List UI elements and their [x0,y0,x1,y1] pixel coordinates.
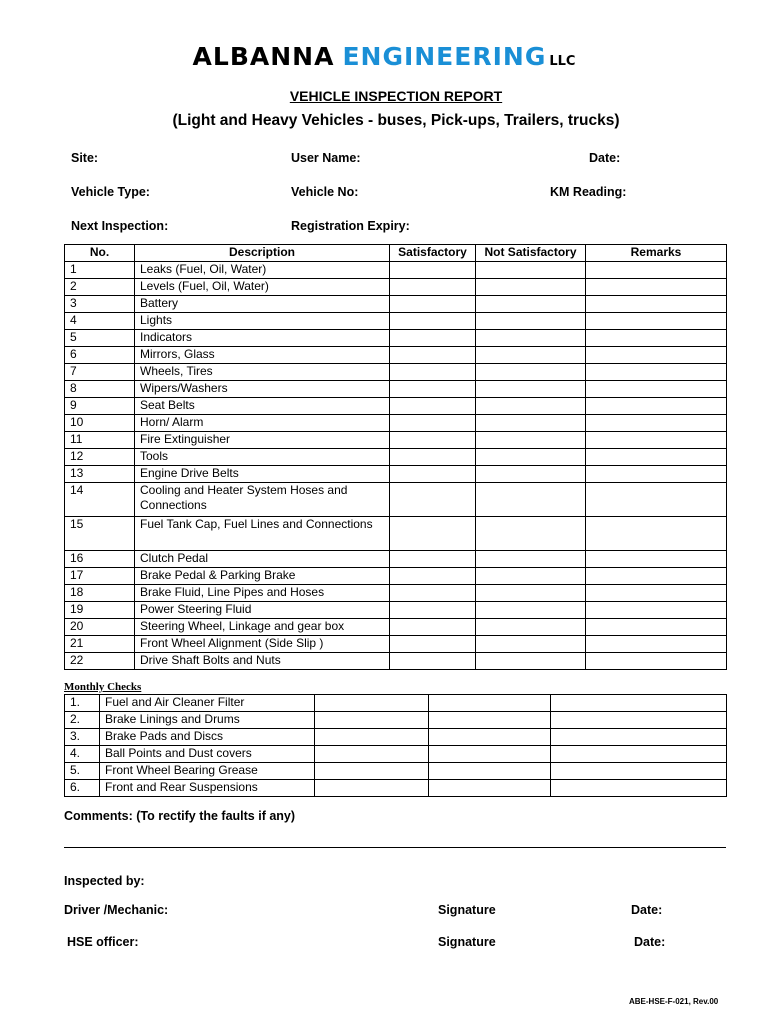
row-description: Fire Extinguisher [135,432,390,449]
satisfactory-cell[interactable] [390,619,476,636]
monthly-checks-table [64,694,727,797]
logo-suffix: LLC [549,54,576,69]
inspection-row [65,330,727,347]
not-satisfactory-cell[interactable] [476,313,586,330]
remarks-cell[interactable] [586,585,727,602]
header-no: No. [65,245,135,262]
row-description: Front and Rear Suspensions [100,780,315,797]
not-satisfactory-cell[interactable] [476,483,586,517]
row-number: 5. [65,763,100,780]
site-label: Site: [71,151,99,165]
not-satisfactory-cell[interactable] [476,330,586,347]
satisfactory-cell[interactable] [315,780,429,797]
monthly-check-row [65,729,727,746]
inspection-row [65,279,727,296]
remarks-cell[interactable] [586,619,727,636]
row-number: 6. [65,780,100,797]
monthly-check-row [65,746,727,763]
remarks-cell[interactable] [586,602,727,619]
satisfactory-cell[interactable] [390,585,476,602]
remarks-cell[interactable] [551,712,727,729]
inspection-row [65,313,727,330]
satisfactory-cell[interactable] [390,279,476,296]
remarks-cell[interactable] [551,729,727,746]
row-description: Brake Pedal & Parking Brake [135,568,390,585]
inspection-row [65,466,727,483]
monthly-check-row [65,780,727,797]
remarks-cell[interactable] [551,695,727,712]
remarks-cell[interactable] [586,466,727,483]
remarks-cell[interactable] [586,636,727,653]
not-satisfactory-cell[interactable] [476,415,586,432]
remarks-cell[interactable] [586,432,727,449]
row-number: 16 [65,551,135,568]
satisfactory-cell[interactable] [390,449,476,466]
remarks-cell[interactable] [586,262,727,279]
remarks-cell[interactable] [551,780,727,797]
inspection-header-row [65,245,727,262]
satisfactory-cell[interactable] [390,551,476,568]
registration-expiry-label: Registration Expiry: [291,219,410,233]
remarks-cell[interactable] [586,551,727,568]
not-satisfactory-cell[interactable] [476,432,586,449]
not-satisfactory-cell[interactable] [476,619,586,636]
not-satisfactory-cell[interactable] [476,296,586,313]
row-number: 21 [65,636,135,653]
inspection-row [65,619,727,636]
row-number: 3. [65,729,100,746]
remarks-cell[interactable] [586,398,727,415]
hse-officer-label: HSE officer: [67,935,139,949]
satisfactory-cell[interactable] [315,712,429,729]
satisfactory-cell[interactable] [390,602,476,619]
inspection-row [65,398,727,415]
inspection-row [65,551,727,568]
inspection-row [65,602,727,619]
remarks-cell[interactable] [586,296,727,313]
remarks-cell[interactable] [586,517,727,551]
satisfactory-cell[interactable] [390,653,476,670]
not-satisfactory-cell[interactable] [476,466,586,483]
row-description: Brake Fluid, Line Pipes and Hoses [135,585,390,602]
logo-word-albanna: ALBANNA [192,42,335,71]
company-logo [0,42,768,71]
satisfactory-cell[interactable] [390,262,476,279]
remarks-cell[interactable] [586,483,727,517]
remarks-cell[interactable] [586,313,727,330]
not-satisfactory-cell[interactable] [476,279,586,296]
not-satisfactory-cell[interactable] [476,517,586,551]
row-description: Lights [135,313,390,330]
monthly-check-row [65,712,727,729]
row-number: 4. [65,746,100,763]
row-number: 17 [65,568,135,585]
comments-label: Comments: (To rectify the faults if any) [64,809,296,823]
row-description: Front Wheel Bearing Grease [100,763,315,780]
row-number: 1. [65,695,100,712]
header-description: Description [135,245,390,262]
row-number: 13 [65,466,135,483]
monthly-check-row [65,763,727,780]
row-description: Battery [135,296,390,313]
row-description: Fuel and Air Cleaner Filter [100,695,315,712]
not-satisfactory-cell[interactable] [476,262,586,279]
not-satisfactory-cell[interactable] [476,602,586,619]
inspection-row [65,296,727,313]
remarks-cell[interactable] [586,347,727,364]
row-number: 8 [65,381,135,398]
remarks-cell[interactable] [586,568,727,585]
satisfactory-cell[interactable] [390,517,476,551]
row-description: Power Steering Fluid [135,602,390,619]
satisfactory-cell[interactable] [390,381,476,398]
driver-mechanic-label: Driver /Mechanic: [64,903,169,917]
monthly-checks-title: Monthly Checks [64,681,142,693]
not-satisfactory-cell[interactable] [429,746,551,763]
row-number: 19 [65,602,135,619]
row-number: 14 [65,483,135,517]
satisfactory-cell[interactable] [315,746,429,763]
row-number: 2. [65,712,100,729]
inspection-row [65,568,727,585]
row-description: Fuel Tank Cap, Fuel Lines and Connections [135,517,390,551]
vehicle-type-label: Vehicle Type: [71,185,150,199]
satisfactory-cell[interactable] [390,568,476,585]
row-number: 9 [65,398,135,415]
remarks-cell[interactable] [586,279,727,296]
not-satisfactory-cell[interactable] [476,449,586,466]
inspected-by-label: Inspected by: [64,874,145,888]
row-description: Indicators [135,330,390,347]
not-satisfactory-cell[interactable] [429,780,551,797]
row-description: Brake Pads and Discs [100,729,315,746]
inspection-row [65,415,727,432]
satisfactory-cell[interactable] [390,398,476,415]
row-description: Leaks (Fuel, Oil, Water) [135,262,390,279]
form-code: ABE-HSE-F-021, Rev.00 [629,997,719,1006]
row-number: 12 [65,449,135,466]
row-number: 5 [65,330,135,347]
row-description: Wipers/Washers [135,381,390,398]
row-description: Engine Drive Belts [135,466,390,483]
row-description: Cooling and Heater System Hoses and Connections [135,483,390,517]
satisfactory-cell[interactable] [390,466,476,483]
row-description: Levels (Fuel, Oil, Water) [135,279,390,296]
inspection-row [65,517,727,551]
not-satisfactory-cell[interactable] [476,636,586,653]
satisfactory-cell[interactable] [390,432,476,449]
hse-signature-label: Signature [438,935,496,949]
not-satisfactory-cell[interactable] [476,347,586,364]
row-number: 3 [65,296,135,313]
row-description: Mirrors, Glass [135,347,390,364]
not-satisfactory-cell[interactable] [429,729,551,746]
date-label: Date: [589,151,621,165]
row-number: 6 [65,347,135,364]
not-satisfactory-cell[interactable] [429,695,551,712]
inspection-row [65,432,727,449]
not-satisfactory-cell[interactable] [476,653,586,670]
inspection-row [65,449,727,466]
row-number: 4 [65,313,135,330]
km-reading-label: KM Reading: [550,185,627,199]
user-name-label: User Name: [291,151,361,165]
not-satisfactory-cell[interactable] [476,381,586,398]
not-satisfactory-cell[interactable] [429,763,551,780]
not-satisfactory-cell[interactable] [476,364,586,381]
satisfactory-cell[interactable] [315,695,429,712]
inspection-row [65,364,727,381]
inspection-row [65,262,727,279]
vehicle-no-label: Vehicle No: [291,185,359,199]
row-number: 1 [65,262,135,279]
header-remarks: Remarks [586,245,727,262]
monthly-check-row [65,695,727,712]
driver-date-label: Date: [631,903,663,917]
row-description: Ball Points and Dust covers [100,746,315,763]
satisfactory-cell[interactable] [390,415,476,432]
satisfactory-cell[interactable] [390,296,476,313]
row-description: Clutch Pedal [135,551,390,568]
row-description: Drive Shaft Bolts and Nuts [135,653,390,670]
row-number: 22 [65,653,135,670]
satisfactory-cell[interactable] [390,330,476,347]
row-description: Seat Belts [135,398,390,415]
row-description: Steering Wheel, Linkage and gear box [135,619,390,636]
row-number: 18 [65,585,135,602]
satisfactory-cell[interactable] [390,364,476,381]
inspection-row [65,381,727,398]
row-number: 10 [65,415,135,432]
remarks-cell[interactable] [586,449,727,466]
comments-line [64,847,726,848]
row-description: Tools [135,449,390,466]
satisfactory-cell[interactable] [390,636,476,653]
row-number: 20 [65,619,135,636]
inspection-row [65,483,727,517]
remarks-cell[interactable] [586,653,727,670]
inspection-row [65,347,727,364]
row-number: 15 [65,517,135,551]
hse-date-label: Date: [634,935,666,949]
remarks-cell[interactable] [551,763,727,780]
satisfactory-cell[interactable] [390,483,476,517]
satisfactory-cell[interactable] [315,729,429,746]
inspection-table [64,244,727,670]
remarks-cell[interactable] [586,381,727,398]
row-description: Front Wheel Alignment (Side Slip ) [135,636,390,653]
report-subtitle: (Light and Heavy Vehicles - buses, Pick-ups, Trailers, trucks) [172,112,620,129]
header-not-satisfactory: Not Satisfactory [476,245,586,262]
row-description: Wheels, Tires [135,364,390,381]
report-title: VEHICLE INSPECTION REPORT [289,88,503,104]
header-satisfactory: Satisfactory [390,245,476,262]
not-satisfactory-cell[interactable] [476,585,586,602]
remarks-cell[interactable] [586,415,727,432]
inspection-row [65,636,727,653]
row-description: Brake Linings and Drums [100,712,315,729]
satisfactory-cell[interactable] [315,763,429,780]
next-inspection-label: Next Inspection: [71,219,169,233]
not-satisfactory-cell[interactable] [476,551,586,568]
remarks-cell[interactable] [586,364,727,381]
row-number: 7 [65,364,135,381]
remarks-cell[interactable] [586,330,727,347]
satisfactory-cell[interactable] [390,347,476,364]
driver-signature-label: Signature [438,903,496,917]
not-satisfactory-cell[interactable] [476,568,586,585]
inspection-row [65,653,727,670]
logo-word-engineering: ENGINEERING [342,42,547,71]
row-number: 11 [65,432,135,449]
remarks-cell[interactable] [551,746,727,763]
inspection-row [65,585,727,602]
not-satisfactory-cell[interactable] [429,712,551,729]
not-satisfactory-cell[interactable] [476,398,586,415]
row-description: Horn/ Alarm [135,415,390,432]
satisfactory-cell[interactable] [390,313,476,330]
row-number: 2 [65,279,135,296]
